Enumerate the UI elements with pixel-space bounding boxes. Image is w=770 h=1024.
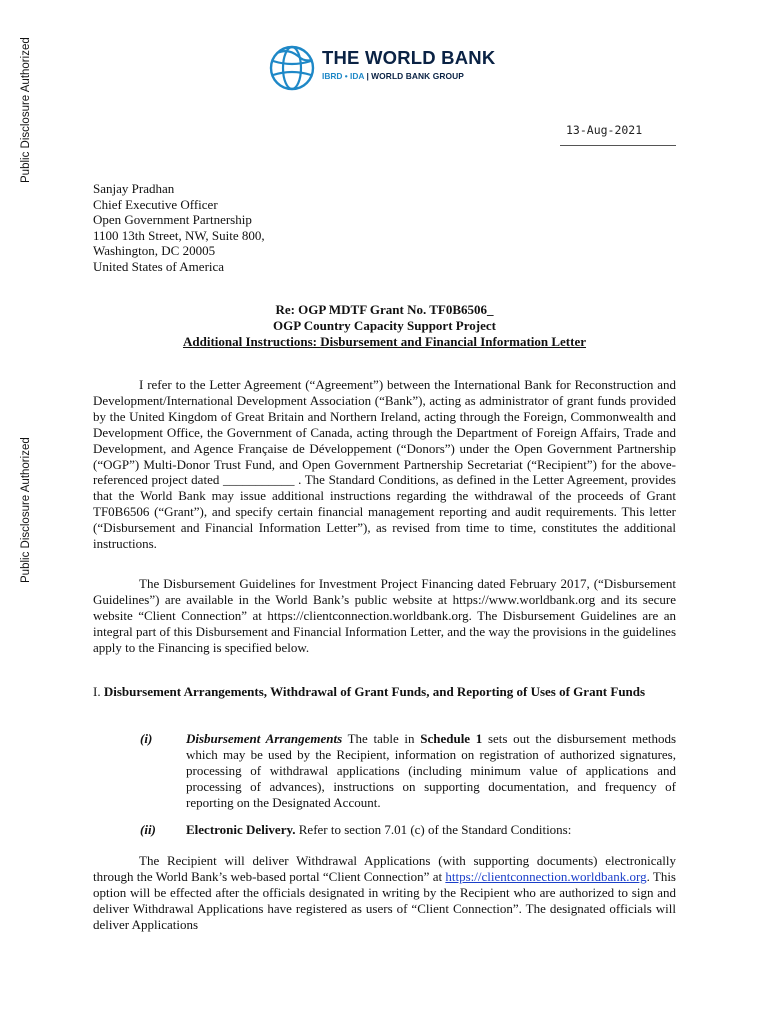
logo-group: WORLD BANK GROUP [371, 71, 464, 81]
address-line: Open Government Partnership [93, 212, 252, 227]
letter-date: 13-Aug-2021 [566, 123, 643, 137]
address-line: Washington, DC 20005 [93, 243, 216, 258]
section-number: I. [93, 684, 101, 699]
item-body [186, 731, 676, 811]
item-number: (i) [140, 731, 153, 746]
world-bank-logo [268, 44, 508, 94]
disclosure-side-label: Public Disclosure Authorized [20, 37, 32, 183]
item-text: The table in [342, 731, 421, 746]
guidelines-paragraph: The Disbursement Guidelines for Investment Project Financing dated February 2017, (“Disbursement Guidelines”) are available in the World Bank’s public website at https://www.worldbank.org and its secure website “Client Connection” at https://clientconnection.worldbank.org. The Disbursement Guidelines are an integral part of this Disbursement and Financial Information Letter, and the way the provisions in the guidelines apply to the Financing is specified below. [93, 576, 676, 655]
address-line: 1100 13th Street, NW, Suite 800, [93, 227, 265, 243]
address-line: Chief Executive Officer [93, 196, 218, 212]
section-heading [93, 684, 676, 700]
item-text: Refer to section 7.01 (c) of the Standard Conditions: [295, 822, 572, 837]
address-line: United States of America [93, 258, 225, 274]
item-bold: Schedule 1 [420, 731, 483, 746]
section-title: Disbursement Arrangements, Withdrawal of Grant Funds, and Reporting of Uses of Grant Funds [103, 684, 646, 699]
electronic-delivery-paragraph [93, 853, 676, 933]
item-lead: Electronic Delivery. [186, 822, 296, 837]
intro-paragraph: I refer to the Letter Agreement (“Agreement”) between the International Bank for Reconstruction and Development/International Development Association (“Bank”), acting as administrator of grant funds provided by the United Kingdom of Great Britain and Northern Ireland, acting through the Foreign, Commonwealth and Development Office, the Government of Canada, acting through the Department of Foreign Affairs, Trade and Development, and Agence Française de Développement (“Donors”) under the Open Government Partnership (“OGP”) Multi-Donor Trust Fund, and Open Government Partnership Secretariat (“Recipient”) for the above-referenced project dated ___________ . The Standard Conditions, as defined in the Letter Agreement, provides that the World Bank may issue additional instructions regarding the withdrawal of the proceeds of Grant TF0B6506 (“Grant”), and specify certain financial management reporting and audit requirements. This letter (“Disbursement and Financial Information Letter”), as revised from time to time, constitutes the additional instructions. [93, 377, 676, 552]
logo-separator: | [364, 71, 372, 81]
subject-block [93, 302, 676, 350]
paragraph-text: . This option will be effected after the officials designated in writing by the Recipient who are authorized to sign and deliver Withdrawal Applications have registered as users of “Client Connection”. The designated officials will deliver Applications [93, 868, 676, 932]
item-lead: Disbursement Arrangements [186, 731, 343, 746]
subject-line: OGP Country Capacity Support Project [273, 318, 496, 333]
item-body [186, 822, 676, 838]
logo-ibrd: IBRD • IDA [322, 71, 365, 81]
logo-title: THE WORLD BANK [322, 47, 496, 68]
recipient-address [93, 181, 265, 274]
subject-line: Re: OGP MDTF Grant No. TF0B6506_ [275, 302, 494, 317]
subject-line: Additional Instructions: Disbursement and Financial Information Letter [182, 334, 587, 349]
client-connection-link[interactable]: https://clientconnection.worldbank.org [445, 868, 647, 884]
item-number: (ii) [140, 822, 156, 837]
date-underline [560, 145, 676, 146]
globe-icon [268, 44, 316, 92]
paragraph-text: The Recipient will deliver Withdrawal Applications (with supporting documents) electronically through the World Bank’s web-based portal “Client Connection” at [93, 853, 676, 884]
address-line: Sanjay Pradhan [93, 181, 175, 196]
disclosure-side-label: Public Disclosure Authorized [20, 437, 32, 583]
logo-subtitle [322, 71, 464, 81]
item-text: sets out the disbursement methods which may be used by the Recipient, information on registration of authorized signatures, processing of withdrawal applications (including minimum value of applications and processing of advances), instructions on supporting documentation, and frequency of reporting on the Designated Account. [186, 731, 677, 810]
